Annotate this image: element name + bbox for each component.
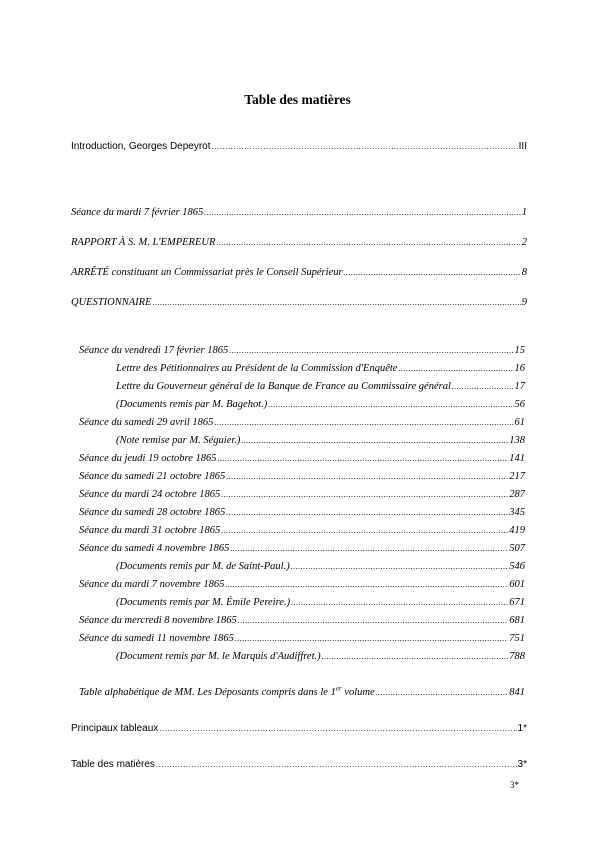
dot-leader xyxy=(204,206,520,220)
toc-entry-page: 546 xyxy=(509,561,525,572)
toc-entry-page: 138 xyxy=(509,435,525,446)
dot-leader xyxy=(291,596,508,610)
toc-entry-page: 141 xyxy=(509,453,525,464)
dot-leader xyxy=(322,650,509,664)
toc-entry-page: 788 xyxy=(509,651,525,662)
toc-entry-questionnaire[interactable] xyxy=(71,296,527,310)
toc-entry-seance-29-avril[interactable] xyxy=(79,416,525,430)
dot-leader xyxy=(238,614,509,628)
dot-leader xyxy=(226,470,508,484)
toc-entry-label: RAPPORT À S. M. L'EMPEREUR xyxy=(71,237,216,248)
toc-entry-label: Séance du samedi 28 octobre 1865 xyxy=(79,507,226,518)
page-number: 3* xyxy=(510,780,519,790)
toc-entry-page: 9 xyxy=(521,297,527,308)
toc-entry-page: 287 xyxy=(509,489,525,500)
toc-entry-label: Séance du mercredi 8 novembre 1865 xyxy=(79,615,237,626)
toc-entry-seance-31-octobre[interactable] xyxy=(79,524,525,538)
toc-entry-seance-19-octobre[interactable] xyxy=(79,452,525,466)
dot-leader xyxy=(229,344,513,358)
dot-leader xyxy=(221,524,508,538)
dot-leader xyxy=(221,488,508,502)
toc-entry-lettre-petitionnaires[interactable] xyxy=(116,362,525,376)
toc-entry-page: 681 xyxy=(509,615,525,626)
toc-entry-rapport[interactable] xyxy=(71,236,527,250)
toc-entry-page: 751 xyxy=(509,633,525,644)
dot-leader xyxy=(452,380,514,394)
toc-entry-label: Séance du samedi 11 novembre 1865 xyxy=(79,633,234,644)
dot-leader xyxy=(226,506,508,520)
toc-entry-seance-28-octobre[interactable] xyxy=(79,506,525,520)
toc-entry-documents-pereire[interactable] xyxy=(116,596,525,610)
toc-entry-note-seguier[interactable] xyxy=(116,434,525,448)
toc-entry-page: 16 xyxy=(514,363,525,374)
dot-leader xyxy=(212,140,518,154)
toc-entry-lettre-gouverneur[interactable] xyxy=(116,380,525,394)
toc-entry-seance-7-novembre[interactable] xyxy=(79,578,525,592)
toc-entry-label: (Documents remis par M. de Saint-Paul.) xyxy=(116,561,290,572)
toc-entry-seance-7-fevrier[interactable] xyxy=(71,206,527,220)
label-part: Table alphabétique de MM. Les Déposants compris dans le 1 xyxy=(79,687,336,698)
dot-leader xyxy=(156,758,517,772)
toc-entry-page: 56 xyxy=(514,399,525,410)
toc-entry-page: 507 xyxy=(509,543,525,554)
toc-entry-page: 419 xyxy=(509,525,525,536)
toc-entry-page: 1 xyxy=(521,207,527,218)
toc-entry-page: 2 xyxy=(521,237,527,248)
toc-entry-page: III xyxy=(518,141,527,152)
dot-leader xyxy=(344,266,521,280)
toc-entry-page: 3* xyxy=(517,759,527,770)
toc-entry-label: Introduction, Georges Depeyrot xyxy=(71,141,211,152)
dot-leader xyxy=(398,362,513,376)
toc-entry-page: 671 xyxy=(509,597,525,608)
dot-leader xyxy=(159,722,516,736)
toc-entry-label xyxy=(79,686,375,700)
toc-entry-page: 61 xyxy=(514,417,525,428)
toc-entry-arrete[interactable] xyxy=(71,266,527,280)
toc-entry-label: Séance du mardi 24 octobre 1865 xyxy=(79,489,221,500)
toc-entry-page: 15 xyxy=(514,345,525,356)
toc-entry-principaux-tableaux[interactable] xyxy=(71,722,527,736)
toc-entry-label: (Note remise par M. Séguier.) xyxy=(116,435,241,446)
toc-entry-label: Lettre du Gouverneur général de la Banque de France au Commissaire général xyxy=(116,381,451,392)
toc-entry-page: 17 xyxy=(514,381,525,392)
toc-entry-label: Lettre des Pétitionnaires au Président de la Commission d'Enquête xyxy=(116,363,398,374)
dot-leader xyxy=(230,542,508,556)
toc-entry-seance-11-novembre[interactable] xyxy=(79,632,525,646)
toc-entry-seance-8-novembre[interactable] xyxy=(79,614,525,628)
toc-entry-label: Séance du mardi 31 octobre 1865 xyxy=(79,525,221,536)
toc-entry-label: Table des matières xyxy=(71,759,155,770)
toc-entry-label: Séance du jeudi 19 octobre 1865 xyxy=(79,453,217,464)
dot-leader xyxy=(214,416,513,430)
toc-entry-label: (Documents remis par M. Bagehot.) xyxy=(116,399,268,410)
toc-entry-seance-4-novembre[interactable] xyxy=(79,542,525,556)
toc-entry-page: 1* xyxy=(517,723,527,734)
toc-entry-seance-17-fevrier[interactable] xyxy=(79,344,525,358)
toc-entry-label: Principaux tableaux xyxy=(71,723,159,734)
dot-leader xyxy=(235,632,508,646)
dot-leader xyxy=(218,452,509,466)
toc-entry-seance-21-octobre[interactable] xyxy=(79,470,525,484)
dot-leader xyxy=(225,578,508,592)
superscript: er xyxy=(335,684,342,693)
toc-entry-label: (Documents remis par M. Émile Pereire.) xyxy=(116,597,291,608)
toc-entry-label: QUESTIONNAIRE xyxy=(71,297,152,308)
dot-leader xyxy=(241,434,508,448)
toc-entry-label: Séance du samedi 29 avril 1865 xyxy=(79,417,214,428)
toc-entry-label: Séance du samedi 21 octobre 1865 xyxy=(79,471,226,482)
toc-entry-label: Séance du vendredi 17 février 1865 xyxy=(79,345,229,356)
page-title: Table des matières xyxy=(244,92,351,107)
toc-entry-table-alphabetique[interactable] xyxy=(79,686,525,700)
dot-leader xyxy=(153,296,521,310)
toc-entry-label: (Document remis par M. le Marquis d'Audiffret.) xyxy=(116,651,321,662)
toc-entry-page: 217 xyxy=(509,471,525,482)
dot-leader xyxy=(216,236,520,250)
toc-entry-page: 841 xyxy=(509,687,525,698)
toc-entry-documents-bagehot[interactable] xyxy=(116,398,525,412)
toc-entry-table-des-matieres[interactable] xyxy=(71,758,527,772)
dot-leader xyxy=(291,560,509,574)
toc-entry-page: 8 xyxy=(521,267,527,278)
toc-entry-page: 345 xyxy=(509,507,525,518)
toc-entry-document-audiffret[interactable] xyxy=(116,650,525,664)
toc-entry-label: ARRÊTÉ constituant un Commissariat près le Conseil Supérieur xyxy=(71,267,343,278)
toc-entry-page: 601 xyxy=(509,579,525,590)
toc-entry-label: Séance du mardi 7 novembre 1865 xyxy=(79,579,225,590)
dot-leader xyxy=(376,686,509,700)
toc-entry-documents-saint-paul[interactable] xyxy=(116,560,525,574)
toc-entry-seance-24-octobre[interactable] xyxy=(79,488,525,502)
toc-entry-label: Séance du samedi 4 novembre 1865 xyxy=(79,543,230,554)
dot-leader xyxy=(268,398,513,412)
toc-entry-label: Séance du mardi 7 février 1865 xyxy=(71,207,204,218)
label-part: volume xyxy=(341,687,375,698)
toc-entry-introduction[interactable] xyxy=(71,140,527,154)
